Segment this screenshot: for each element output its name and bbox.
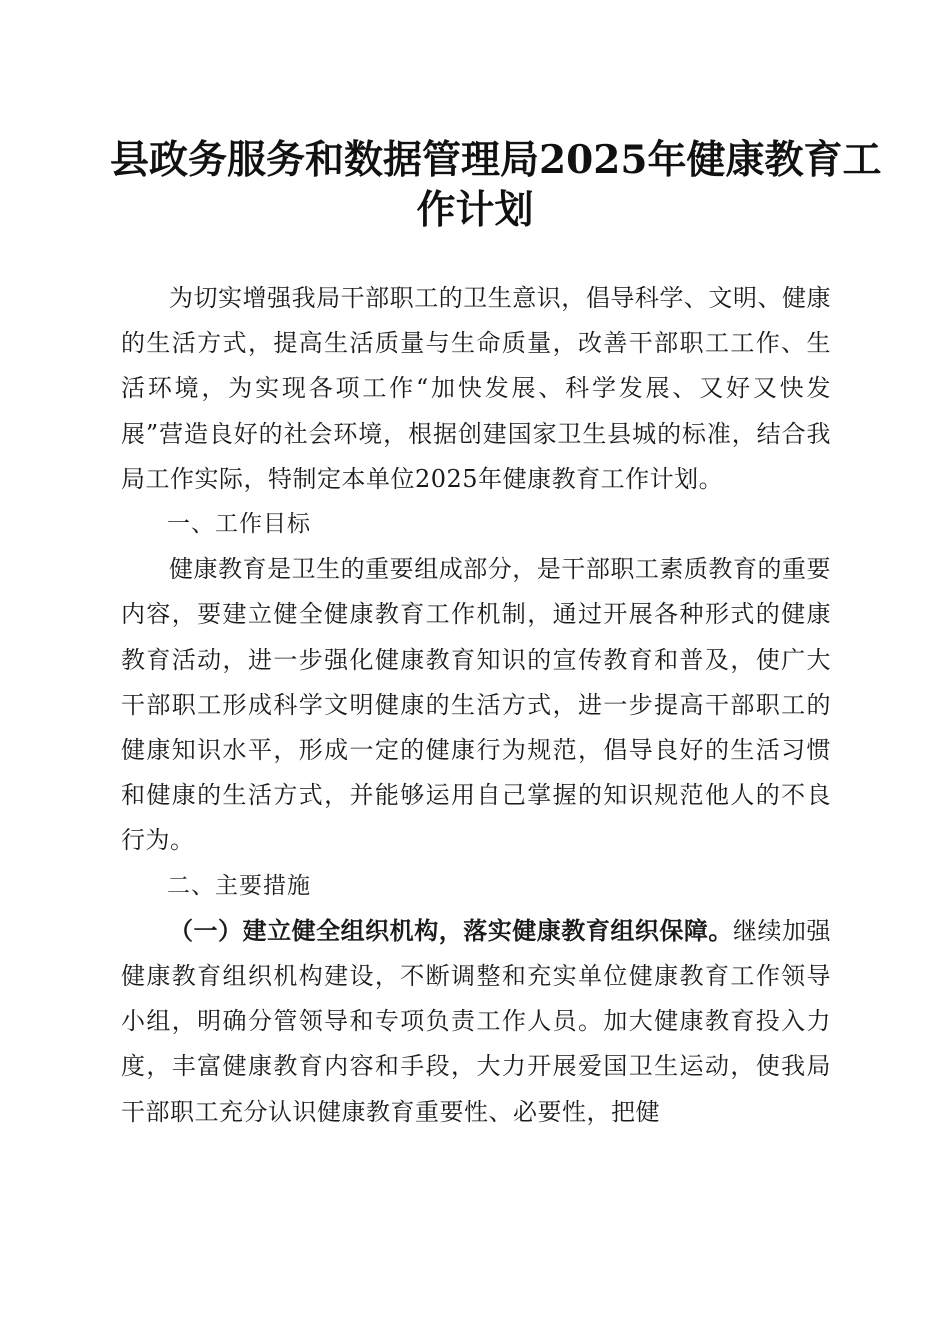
document-title xyxy=(110,135,882,235)
title-line-2: 作计划 xyxy=(416,187,534,233)
document-body xyxy=(121,276,831,1135)
title-line-1: 县政务服务和数据管理局2025年健康教育工 xyxy=(110,137,882,183)
section-heading-goals: 一、工作目标 xyxy=(167,511,311,538)
measure-1-paragraph xyxy=(121,909,831,1135)
measure-1-heading: （一）建立健全组织机构，落实健康教育组织保障。 xyxy=(169,916,733,945)
section-heading-measures: 二、主要措施 xyxy=(167,872,311,899)
measure-1-body: 继续加强健康教育组织机构建设，不断调整和充实单位健康教育工作领导小组，明确分管领导和专项负责工作人员。加大健康教育投入力度，丰富健康教育内容和手段，大力开展爱国卫生运动，使我局干部职工充分认识健康教育重要性、必要性，把健 xyxy=(121,916,832,1126)
intro-paragraph: 为切实增强我局干部职工的卫生意识，倡导科学、文明、健康的生活方式，提高生活质量与生命质量，改善干部职工工作、生活环境，为实现各项工作“加快发展、科学发展、又好又快发展”营造良好的社会环境，根据创建国家卫生县城的标准，结合我局工作实际，特制定本单位2025年健康教育工作计划。 xyxy=(121,284,831,493)
goals-paragraph: 健康教育是卫生的重要组成部分，是干部职工素质教育的重要内容，要建立健全健康教育工作机制，通过开展各种形式的健康教育活动，进一步强化健康教育知识的宣传教育和普及，使广大干部职工形成科学文明健康的生活方式，进一步提高干部职工的健康知识水平，形成一定的健康行为规范，倡导良好的生活习惯和健康的生活方式，并能够运用自己掌握的知识规范他人的不良行为。 xyxy=(121,555,831,855)
